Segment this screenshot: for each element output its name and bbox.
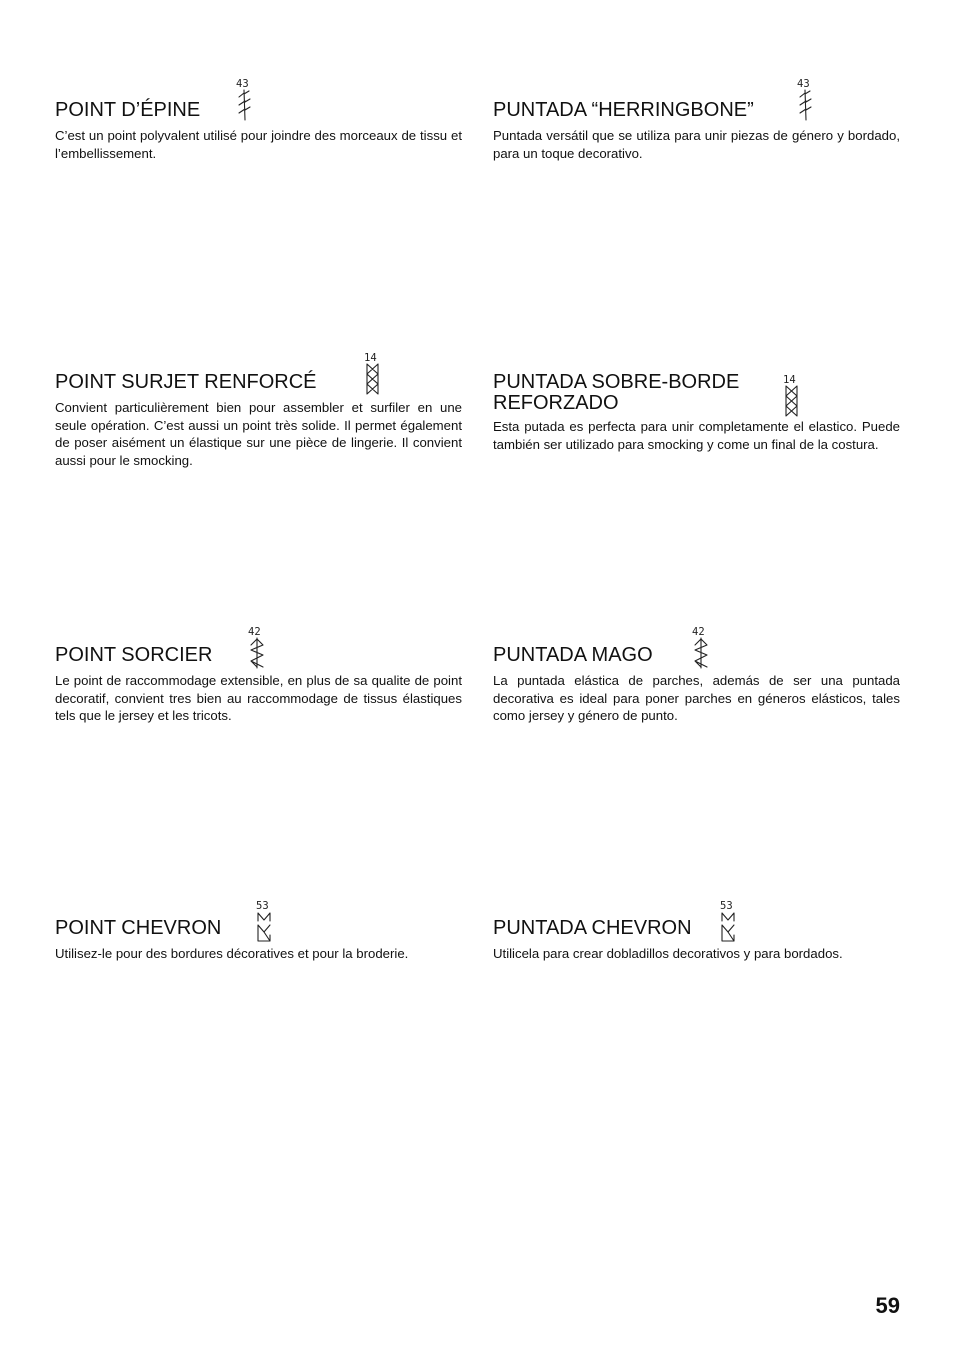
section-description: Le point de raccommodage extensible, en plus de sa qualite de point decoratif, convient tres bien au raccommodage de tissus élastiques tels que le jersey et les tricots. <box>55 673 462 724</box>
section-point-epine <box>55 100 462 162</box>
stitch-number: 42 <box>692 626 705 638</box>
overlock-stitch-icon <box>364 351 384 395</box>
section-title: PUNTADA CHEVRON <box>493 917 692 939</box>
patchwork-stitch-icon <box>692 625 712 669</box>
chevron-stitch-icon <box>256 899 276 943</box>
herringbone-stitch-icon <box>797 77 817 121</box>
stitch-number: 43 <box>797 78 810 90</box>
stitch-number: 14 <box>364 352 377 364</box>
section-title-line1: PUNTADA SOBRE-BORDE <box>493 371 740 393</box>
section-description: Utilisez-le pour des bordures décoratives et pour la broderie. <box>55 946 409 961</box>
stitch-number: 53 <box>256 900 269 912</box>
section-title: POINT SURJET RENFORCÉ <box>55 371 317 393</box>
section-puntada-chevron <box>493 918 900 963</box>
stitch-number: 14 <box>783 374 796 386</box>
section-title: POINT SORCIER <box>55 644 213 666</box>
section-description: Esta putada es perfecta para unir completamente el elastico. Puede también ser utilizado para smocking y come un final de la costura. <box>493 419 900 452</box>
section-title <box>493 372 900 414</box>
section-description: C’est un point polyvalent utilisé pour joindre des morceaux de tissu et l’embellissement. <box>55 128 462 161</box>
section-title: POINT D’ÉPINE <box>55 99 201 121</box>
section-description: Convient particulièrement bien pour assembler et surfiler en une seule opération. C’est aussi un point très solide. Il permet également de poser aisément un élastique sur une pièce de lingerie. Il convient aussi pour le smocking. <box>55 400 462 468</box>
section-title: PUNTADA MAGO <box>493 644 653 666</box>
section-title: POINT CHEVRON <box>55 917 222 939</box>
section-description: Utilicela para crear dobladillos decorativos y para bordados. <box>493 946 843 961</box>
stitch-number: 53 <box>720 900 733 912</box>
section-description: La puntada elástica de parches, además de ser una puntada decorativa es ideal para poner parches en géneros elásticos, tales como jersey y género de punto. <box>493 673 900 724</box>
patchwork-stitch-icon <box>248 625 268 669</box>
page-number: 59 <box>875 1293 900 1318</box>
chevron-stitch-icon <box>720 899 740 943</box>
stitch-number: 43 <box>236 78 249 90</box>
section-description: Puntada versátil que se utiliza para unir piezas de género y bordado, para un toque decorativo. <box>493 128 900 161</box>
overlock-stitch-icon <box>783 373 803 417</box>
section-title: PUNTADA “HERRINGBONE” <box>493 99 754 121</box>
section-point-surjet-renforce <box>55 372 462 469</box>
stitch-number: 42 <box>248 626 261 638</box>
herringbone-stitch-icon <box>236 77 256 121</box>
section-puntada-sobre-borde <box>493 372 900 453</box>
section-puntada-herringbone <box>493 100 900 162</box>
section-title-line2: REFORZADO <box>493 392 619 414</box>
